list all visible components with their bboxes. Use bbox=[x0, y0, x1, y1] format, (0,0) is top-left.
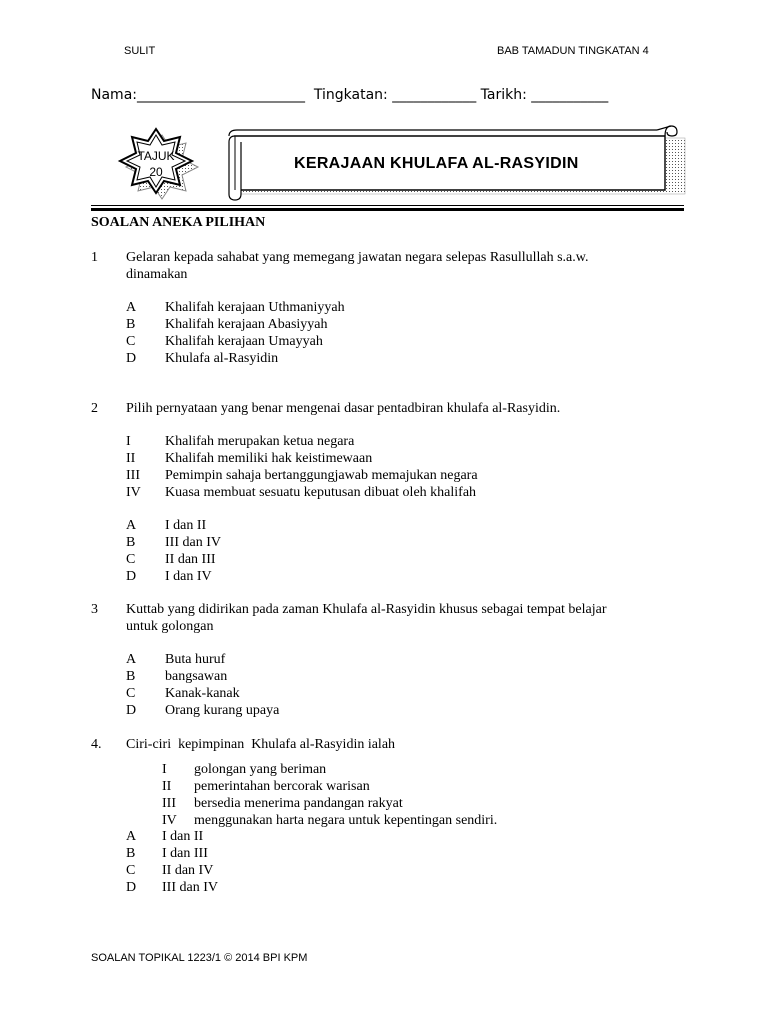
q4-option-text: II dan IV bbox=[162, 863, 214, 878]
q4-number: 4. bbox=[91, 737, 102, 752]
q3-text-line1: Kuttab yang didirikan pada zaman Khulafa al-Rasyidin khusus sebagai tempat belajar bbox=[126, 602, 607, 617]
q4-statement-key: IV bbox=[162, 813, 177, 828]
q2-option-key: A bbox=[126, 518, 137, 533]
q2-statement-key: II bbox=[126, 451, 136, 466]
divider-thick bbox=[91, 208, 684, 211]
header-right: BAB TAMADUN TINGKATAN 4 bbox=[497, 45, 649, 57]
q4-statement-key: III bbox=[162, 796, 176, 811]
q2-option-text: I dan II bbox=[165, 518, 207, 533]
q2-statement-text: Kuasa membuat sesuatu keputusan dibuat oleh khalifah bbox=[165, 485, 477, 500]
q3-option-text: Orang kurang upaya bbox=[165, 703, 280, 718]
q3-option-key: C bbox=[126, 686, 136, 701]
q2-option-key: B bbox=[126, 535, 136, 550]
q1-text-line1: Gelaran kepada sahabat yang memegang jawatan negara selepas Rasullullah s.a.w. bbox=[126, 250, 589, 265]
q1-number: 1 bbox=[91, 250, 98, 265]
student-info-line: Nama:________________________ Tingkatan: ____________ Tarikh: ___________ bbox=[91, 87, 609, 103]
badge-line1: TAJUK bbox=[137, 149, 175, 163]
q1-option-text: Khalifah kerajaan Abasiyyah bbox=[165, 317, 328, 332]
q4-option-key: D bbox=[126, 880, 137, 895]
q2-option-text: I dan IV bbox=[165, 569, 212, 584]
q3-option-key: B bbox=[126, 669, 136, 684]
q3-option-text: Buta huruf bbox=[165, 652, 226, 667]
divider-thin bbox=[91, 205, 684, 206]
q3-option-text: bangsawan bbox=[165, 669, 228, 684]
q4-statement-text: pemerintahan bercorak warisan bbox=[194, 779, 370, 794]
q3-text-line2: untuk golongan bbox=[126, 619, 214, 634]
q4-statement-key: I bbox=[162, 762, 167, 777]
badge-text bbox=[126, 148, 186, 180]
badge-line2: 20 bbox=[149, 165, 163, 179]
q1-option-key: D bbox=[126, 351, 137, 366]
q4-option-key: C bbox=[126, 863, 136, 878]
q2-statement-text: Pemimpin sahaja bertanggungjawab memajukan negara bbox=[165, 468, 478, 483]
q1-option-text: Khalifah kerajaan Umayyah bbox=[165, 334, 323, 349]
q2-option-key: C bbox=[126, 552, 136, 567]
q4-option-text: I dan II bbox=[162, 829, 204, 844]
q2-number: 2 bbox=[91, 401, 98, 416]
section-title: SOALAN ANEKA PILIHAN bbox=[91, 215, 266, 230]
header-left: SULIT bbox=[124, 45, 156, 57]
q4-text-line1: Ciri-ciri kepimpinan Khulafa al-Rasyidin ialah bbox=[126, 737, 396, 752]
q4-option-key: A bbox=[126, 829, 137, 844]
q4-option-text: III dan IV bbox=[162, 880, 218, 895]
q4-statement-text: bersedia menerima pandangan rakyat bbox=[194, 796, 403, 811]
q4-statement-text: menggunakan harta negara untuk kepentingan sendiri. bbox=[194, 813, 498, 828]
q3-number: 3 bbox=[91, 602, 98, 617]
banner-title: KERAJAAN KHULAFA AL-RASYIDIN bbox=[294, 155, 579, 172]
footer: SOALAN TOPIKAL 1223/1 © 2014 BPI KPM bbox=[91, 952, 308, 964]
q1-option-key: B bbox=[126, 317, 136, 332]
q1-option-key: A bbox=[126, 300, 137, 315]
q2-option-key: D bbox=[126, 569, 137, 584]
q2-option-text: III dan IV bbox=[165, 535, 221, 550]
q2-statement-key: IV bbox=[126, 485, 141, 500]
q3-option-text: Kanak-kanak bbox=[165, 686, 240, 701]
q2-statement-key: I bbox=[126, 434, 131, 449]
q3-option-key: A bbox=[126, 652, 137, 667]
q4-option-text: I dan III bbox=[162, 846, 208, 861]
q1-option-text: Khulafa al-Rasyidin bbox=[165, 351, 279, 366]
q1-text-line2: dinamakan bbox=[126, 267, 188, 282]
q2-text-line1: Pilih pernyataan yang benar mengenai dasar pentadbiran khulafa al-Rasyidin. bbox=[126, 401, 561, 416]
q4-option-key: B bbox=[126, 846, 136, 861]
q4-statement-key: II bbox=[162, 779, 172, 794]
q3-option-key: D bbox=[126, 703, 137, 718]
q2-statement-text: Khalifah memiliki hak keistimewaan bbox=[165, 451, 373, 466]
q2-statement-text: Khalifah merupakan ketua negara bbox=[165, 434, 355, 449]
q2-statement-key: III bbox=[126, 468, 140, 483]
q4-statement-text: golongan yang beriman bbox=[194, 762, 327, 777]
q1-option-key: C bbox=[126, 334, 136, 349]
q1-option-text: Khalifah kerajaan Uthmaniyyah bbox=[165, 300, 345, 315]
q2-option-text: II dan III bbox=[165, 552, 216, 567]
